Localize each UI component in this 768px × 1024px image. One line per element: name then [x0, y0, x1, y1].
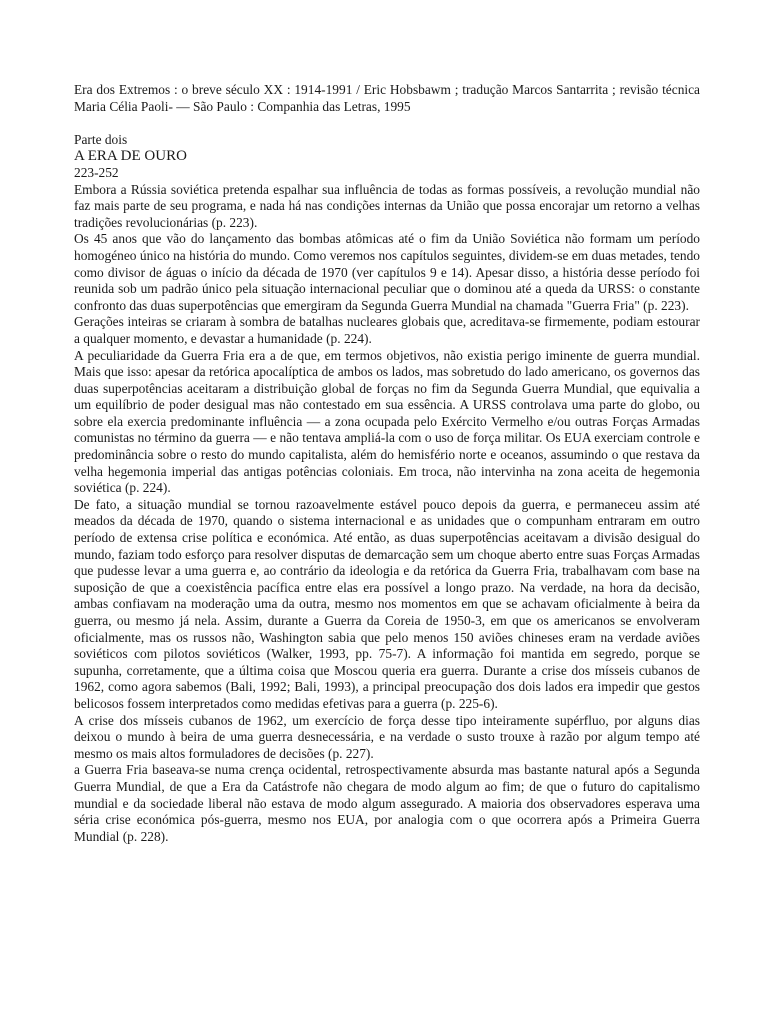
paragraph: Gerações inteiras se criaram à sombra de batalhas nucleares globais que, acreditava-se firmemente, podiam estourar a qualquer momento, e devastar a humanidade (p. 224).	[74, 314, 700, 346]
paragraph: a Guerra Fria baseava-se numa crença ocidental, retrospectivamente absurda mas bastante natural após a Segunda Guerra Mundial, de que a Era da Catástrofe não chegara de modo algum ao fim; de que o futuro do capitalismo mundial e da sociedade liberal não estava de modo algum assegurado. A maioria dos observadores esperava uma séria crise económica pós-guerra, mesmo nos EUA, por analogia com o que ocorrera após a Primeira Guerra Mundial (p. 228).	[74, 762, 700, 844]
paragraph: A peculiaridade da Guerra Fria era a de que, em termos objetivos, não existia perigo iminente de guerra mundial. Mais que isso: apesar da retórica apocalíptica de ambos os lados, mas sobretudo do lado americano, os governos das duas superpotências aceitaram a distribuição global de forças no fim da Segunda Guerra Mundial, que equivalia a um equilíbrio de poder desigual mas não contestado em sua essência. A URSS controlava uma parte do globo, ou sobre ela exercia predominante influência — a zona ocupada pelo Exército Vermelho e/ou outras Forças Armadas comunistas no término da guerra — e não tentava ampliá-la com o uso de força militar. Os EUA exerciam controle e predominância sobre o resto do mundo capitalista, além do hemisfério norte e oceanos, assumindo o que restava da velha hegemonia imperial das antigas potências coloniais. Em troca, não intervinha na zona aceita de hegemonia soviética (p. 224).	[74, 347, 700, 496]
part-label: Parte dois	[74, 131, 128, 147]
paragraph: De fato, a situação mundial se tornou razoavelmente estável pouco depois da guerra, e permaneceu assim até meados da década de 1970, quando o sistema internacional e as unidades que o compunham entraram em outro período de extensa crise política e económica. Até então, as duas superpotências aceitavam a divisão desigual do mundo, faziam todo esforço para resolver disputas de demarcação sem um choque aberto entre suas Forças Armadas que pudesse levar a uma guerra e, ao contrário da ideologia e da retórica da Guerra Fria, trabalhavam com base na suposição de que a coexistência pacífica entre elas era possível a longo prazo. Na verdade, na hora da decisão, ambas confiavam na moderação uma da outra, mesmo nos momentos em que se achavam oficialmente à beira da guerra, ou mesmo já nela. Assim, durante a Guerra da Coreia de 1950-3, em que os americanos se envolveram oficialmente, mas os russos não, Washington sabia que pelo menos 150 aviões chineses eram na verdade aviões soviéticos com pilotos soviéticos (Walker, 1993, pp. 75-7). A informação foi mantida em segredo, porque se supunha, corretamente, que a última coisa que Moscou queria era guerra. Durante a crise dos mísseis cubanos de 1962, como agora sabemos (Bali, 1992; Bali, 1993), a principal preocupação dos dois lados era impedir que gestos belicosos fossem interpretados como medidas efetivas para a guerra (p. 225-6).	[74, 496, 700, 711]
bibliographic-citation: Era dos Extremos : o breve século XX : 1914-1991 / Eric Hobsbawm ; tradução Marcos Santarrita ; revisão técnica Maria Célia Paoli- — São Paulo : Companhia das Letras, 1995	[74, 82, 700, 114]
page-range: 223-252	[74, 164, 119, 180]
paragraph: Embora a Rússia soviética pretenda espalhar sua influência de todas as formas possíveis, a revolução mundial não faz mais parte de seu programa, e nada há nas condições internas da União que possa encorajar um retorno a velhas tradições revolucionárias (p. 223).	[74, 181, 700, 230]
paragraph: Os 45 anos que vão do lançamento das bombas atômicas até o fim da União Soviética não formam um período homogéneo único na história do mundo. Como veremos nos capítulos seguintes, dividem-se em duas metades, tendo como divisor de águas o início da década de 1970 (ver capítulos 9 e 14). Apesar disso, a história desse período foi reunida sob um padrão único pela situação internacional peculiar que o dominou até a queda da URSS: o constante confronto das duas superpotências que emergiram da Segunda Guerra Mundial na chamada "Guerra Fria" (p. 223).	[74, 231, 700, 313]
part-title: A ERA DE OURO	[74, 148, 187, 165]
paragraph: A crise dos mísseis cubanos de 1962, um exercício de força desse tipo inteiramente supérfluo, por alguns dias deixou o mundo à beira de uma guerra desnecessária, e na verdade o susto trouxe à razão por algum tempo até mesmo os mais altos formuladores de decisões (p. 227).	[74, 712, 700, 761]
document-page	[74, 82, 700, 845]
